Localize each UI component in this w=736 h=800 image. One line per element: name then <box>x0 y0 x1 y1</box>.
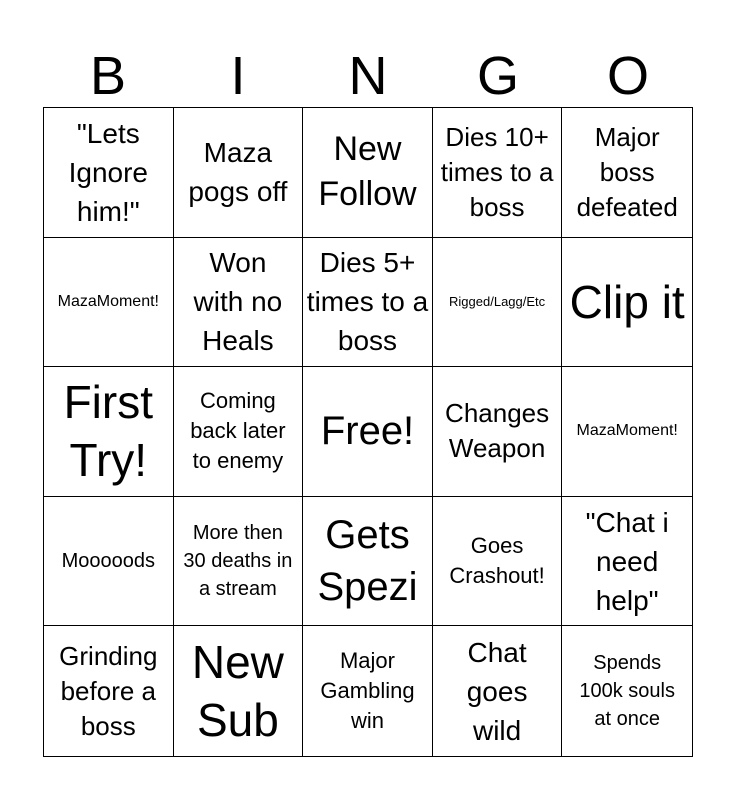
bingo-cell[interactable] <box>44 108 174 238</box>
cell-label: Gets Spezi <box>317 513 418 610</box>
cell-label: Dies 5+ times to a boss <box>306 247 429 357</box>
cell-label: Dies 10+ times to a boss <box>440 121 554 222</box>
bingo-board <box>43 107 693 757</box>
header-letter-g: G <box>476 46 519 106</box>
cell-label: "Chat i need help" <box>585 506 669 616</box>
cell-label: Major Gambling win <box>320 648 415 734</box>
bingo-cell[interactable] <box>174 497 304 627</box>
header-letter-o: O <box>606 46 649 106</box>
bingo-cell[interactable] <box>562 367 692 497</box>
cell-label: Mooooods <box>61 550 155 573</box>
bingo-cell[interactable] <box>303 108 433 238</box>
header-letter-b: B <box>89 46 127 106</box>
bingo-cell[interactable] <box>433 238 563 368</box>
cell-label: Goes Crashout! <box>449 533 545 589</box>
cell-label: More then 30 deaths in a stream <box>183 522 293 601</box>
cell-label: Maza pogs off <box>188 137 288 208</box>
cell-label: Spends 100k souls at once <box>579 652 675 731</box>
bingo-cell[interactable] <box>562 626 692 756</box>
bingo-cell[interactable] <box>562 497 692 627</box>
bingo-cell[interactable] <box>433 367 563 497</box>
cell-label: Free! <box>320 409 415 454</box>
cell-label: Coming back later to enemy <box>190 388 286 474</box>
bingo-cell[interactable] <box>433 497 563 627</box>
cell-label: Rigged/Lagg/Etc <box>449 294 546 310</box>
bingo-cell[interactable] <box>562 238 692 368</box>
cell-label: Major boss defeated <box>576 121 678 222</box>
header-letter-n: N <box>348 46 388 106</box>
cell-label: Chat goes wild <box>466 636 528 746</box>
cell-label: New Sub <box>191 636 284 747</box>
bingo-cell[interactable] <box>44 626 174 756</box>
bingo-cell[interactable] <box>303 367 433 497</box>
bingo-cell[interactable] <box>433 626 563 756</box>
bingo-cell[interactable] <box>44 367 174 497</box>
cell-label: Clip it <box>569 275 685 328</box>
bingo-cell[interactable] <box>303 626 433 756</box>
bingo-cell[interactable] <box>44 238 174 368</box>
bingo-cell[interactable] <box>174 626 304 756</box>
bingo-cell[interactable] <box>174 108 304 238</box>
bingo-cell[interactable] <box>562 108 692 238</box>
cell-label: MazaMoment! <box>57 292 159 310</box>
cell-label: MazaMoment! <box>576 422 678 440</box>
cell-label: First Try! <box>63 376 153 487</box>
bingo-cell[interactable] <box>44 497 174 627</box>
cell-label: New Follow <box>318 130 417 214</box>
bingo-cell[interactable] <box>174 367 304 497</box>
bingo-header <box>43 44 693 108</box>
cell-label: "Lets Ignore him!" <box>68 117 148 227</box>
bingo-cell[interactable] <box>303 497 433 627</box>
bingo-cell[interactable] <box>174 238 304 368</box>
bingo-cell[interactable] <box>303 238 433 368</box>
cell-label: Won with no Heals <box>193 247 283 357</box>
header-letter-i: I <box>230 46 246 106</box>
cell-label: Grinding before a boss <box>59 640 158 741</box>
cell-label: Changes Weapon <box>445 398 550 464</box>
bingo-cell[interactable] <box>433 108 563 238</box>
